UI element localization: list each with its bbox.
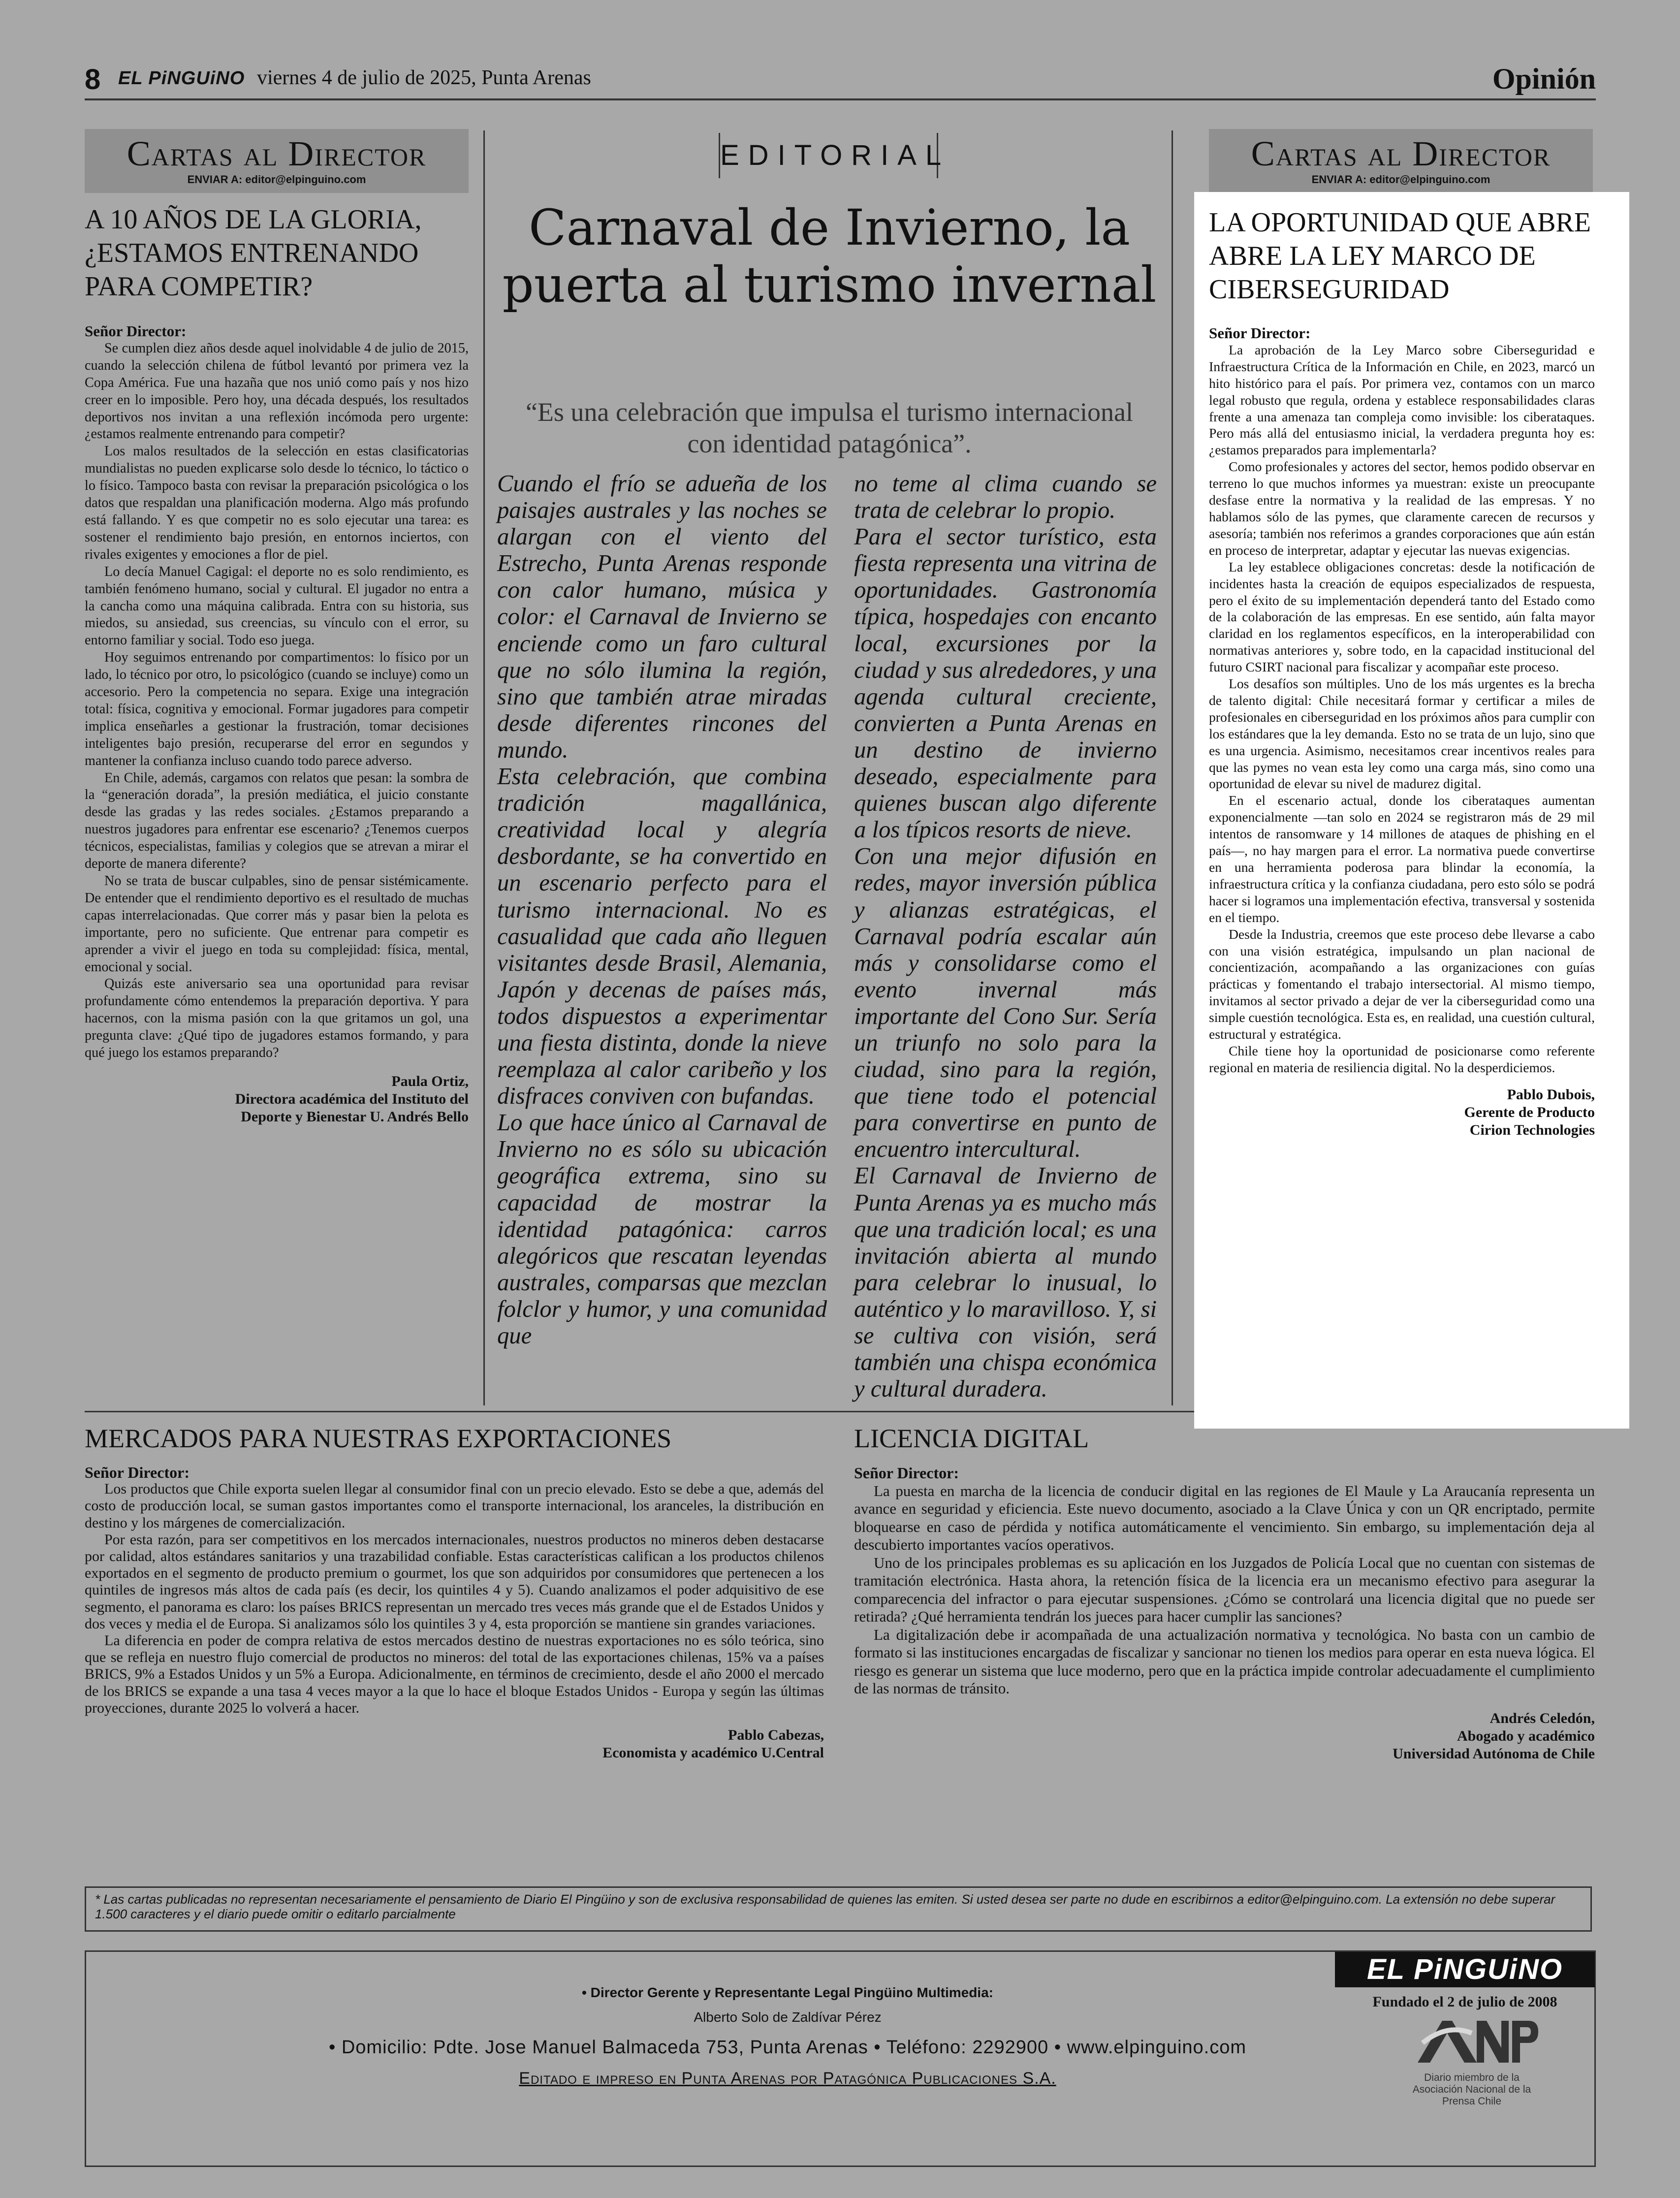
address-line: • Domicilio: Pdte. Jose Manuel Balmaceda 753, Punta Arenas • Teléfono: 2292900 • www.elpinguino.com	[328, 2037, 1247, 2058]
paragraph: Con una mejor difusión en redes, mayor inversión pública y alianzas estratégicas, el Carnaval podría escalar aún más y consolidarse como el evento invernal más importante del Cono Sur. Sería un triunfo no solo para la ciudad, sino para la región, que tiene todo el potencial para convertirse en punto de encuentro intercultural.	[854, 843, 1157, 1163]
paragraph: La ley establece obligaciones concretas: desde la notificación de incidentes hasta la creación de equipos especializados de respuesta, pero el éxito de su implementación dependerá tanto del Estado como de la colaboración de las empresas. En ese sentido, aún falta mayor claridad en los reglamentos específicos, en la interoperabilidad con normativas anteriores y, sobre todo, en la capacidad institucional del futuro CSIRT nacional para fiscalizar y acompañar este proceso.	[1209, 559, 1595, 675]
page-header	[85, 64, 1596, 100]
paragraph: Quizás este aniversario sea una oportunidad para revisar profundamente cómo entendemos la preparación deportiva. Y para hacernos, con la misma pasión con la que gritamos un gol, una pregunta clave: ¿Qué tipo de jugadores estamos formando, y para qué juego los estamos preparando?	[85, 976, 469, 1061]
paragraph: Como profesionales y actores del sector, hemos podido observar en terreno lo que muchos informes ya muestran: existe un preocupante desfase entre la normativa y la realidad de las empresas. Y no hablamos sólo de las pymes, que claramente carecen de recursos y asesoría; también nos referimos a grandes corporaciones que aún están en proceso de interpretar, adaptar y ejecutar las nuevas exigencias.	[1209, 459, 1595, 558]
column-divider	[1172, 130, 1173, 1405]
paragraph: La diferencia en poder de compra relativa de estos mercados destino de nuestras exportaciones no es sólo teórica, sino que se refleja en nuestro flujo comercial de productos no mineros: del total de las exportaciones chilenas, 15% va a países BRICS, 9% a Estados Unidos y un 5% a Europa. Adicionalmente, en términos de crecimiento, desde el año 2000 el mercado de los BRICS se expande a una tasa 4 veces mayor a la que lo hace el bloque Estados Unidos - Europa y según las últimas proyecciones, durante 2025 lo volverá a hacer.	[85, 1632, 824, 1716]
letter-body	[85, 323, 469, 1062]
page-number: 8	[85, 64, 101, 96]
letter-license	[854, 1423, 1595, 1763]
letter-title: A 10 AÑOS DE LA GLORIA, ¿ESTAMOS ENTRENANDO PARA COMPETIR?	[85, 204, 422, 302]
paragraph: Lo decía Manuel Cagigal: el deporte no es solo rendimiento, es también fenómeno humano, social y cultural. El jugador no entra a la cancha como una máquina calibrada. Entra con su historia, sus miedos, su ansiedad, sus creencias, su vínculo con el error, su entorno familiar y social. Todo eso juega.	[85, 564, 469, 648]
paragraph: No se trata de buscar culpables, sino de pensar sistémicamente. De entender que el rendimiento deportivo es el resultado de muchas capas interrelacionadas. Que correr más y pasar bien la pelota es importante, pero no suficiente. Que entrenar para competir es aprender a vivir el juego en toda su complejidad: física, mental, emocional y social.	[85, 873, 469, 975]
paragraph: La digitalización debe ir acompañada de una actualización normativa y tecnológica. No basta con un cambio de formato si las instituciones encargadas de fiscalizar y sancionar no tienen los medios para operar en esta nueva lógica. El riesgo es generar un sistema que luce moderno, pero que en la práctica impide controlar adecuadamente el cumplimiento de las normas de tránsito.	[854, 1625, 1595, 1697]
editorial-tag: EDITORIAL	[719, 133, 938, 178]
letters-box-title: Cartas al Director	[127, 134, 427, 173]
letter-body	[85, 1464, 824, 1717]
paragraph: Se cumplen diez años desde aquel inolvidable 4 de julio de 2015, cuando la selección chilena de fútbol levantó por primera vez la Copa América. Fue una hazaña que nos unió como país y nos hizo creer en lo imposible. Pero hoy, una década después, los resultados deportivos nos invitan a una reflexión incómoda pero urgente: ¿estamos realmente entrenando para competir?	[85, 340, 469, 442]
editorial-column-2	[854, 470, 1157, 1402]
paragraph: Uno de los principales problemas es su aplicación en los Juzgados de Policía Local que no cuentan con sistemas de tramitación electrónica. Hasta ahora, la retención física de la licencia era un mecanismo efectivo para asegurar la comparecencia del infractor o para ejecutar suspensiones. ¿Cómo se controlará una licencia digital que no puede ser retirada? ¿Qué herramienta tendrán los jueces para hacer cumplir las sanciones?	[854, 1554, 1595, 1625]
letters-box-header	[1209, 129, 1593, 193]
signature-line: Gerente de Producto	[1464, 1104, 1595, 1120]
signature-line: Economista y académico U.Central	[602, 1745, 824, 1761]
paragraph: La puesta en marcha de la licencia de conducir digital en las regiones de El Maule y La Araucanía representa un avance en seguridad y eficiencia. Este nuevo documento, asociado a la Clave Única y con un QR encriptado, permite bloquearse en caso de pérdida y notifica automáticamente el vencimiento. Sin embargo, su implementación deja al descubierto importantes vacíos operativos.	[854, 1482, 1595, 1553]
paragraph: Para el sector turístico, esta fiesta representa una vitrina de oportunidades. Gastronomía típica, hospedajes con encanto local, excursiones por la ciudad y sus alrededores, y una agenda cultural creciente, convierten a Punta Arenas en un destino de invierno deseado, especialmente para quienes buscan algo diferente a los típicos resorts de nieve.	[854, 523, 1157, 843]
salutation: Señor Director:	[85, 1464, 190, 1481]
director-label: • Director Gerente y Representante Legal Pingüino Multimedia:	[582, 1985, 993, 2000]
editorial-quote: “Es una celebración que impulsa el turismo internacional con identidad patagónica”.	[525, 397, 1134, 458]
letters-send-email: ENVIAR A: editor@elpinguino.com	[187, 173, 366, 186]
paragraph: Hoy seguimos entrenando por compartimentos: lo físico por un lado, lo técnico por otro, lo psicológico (cuando se incluye) como un accesorio. Pero la competencia no separa. Exige una integración total: física, cognitiva y emocional. Formar jugadores para competir implica enseñarles a gestionar la frustración, tomar decisiones inteligentes bajo presión, recuperarse del error en segundos y mantener la confianza incluso cuando todo parece adverso.	[85, 650, 469, 768]
letter-title: LA OPORTUNIDAD QUE ABRE ABRE LA LEY MARCO DE CIBERSEGURIDAD	[1209, 207, 1591, 305]
editorial-title: Carnaval de Invierno, la puerta al turismo invernal	[502, 199, 1157, 314]
letter-right	[1209, 206, 1595, 1139]
paragraph: Los desafíos son múltiples. Uno de los más urgentes es la brecha de talento digital: Chile necesitará formar y certificar a miles de profesionales en ciberseguridad en los próximos años para cumplir con los estándares que la ley demanda. Esto no se trata de un lujo, sino que es una urgencia. Asimismo, necesitamos crear incentivos reales para que las pymes no vean esta ley como una carga más, sino como una oportunidad de elevar su nivel de madurez digital.	[1209, 676, 1595, 792]
director-name: Alberto Solo de Zaldívar Pérez	[694, 2009, 882, 2025]
issue-date: viernes 4 de julio de 2025, Punta Arenas	[257, 66, 591, 89]
printed-by: Editado e impreso en Punta Arenas por Patagónica Publicaciones S.A.	[519, 2069, 1056, 2088]
letter-left	[85, 203, 469, 1126]
section-title: Opinión	[1492, 63, 1596, 95]
printed-line	[345, 2069, 1231, 2088]
paragraph: Los productos que Chile exporta suelen llegar al consumidor final con un precio elevado. Esto se debe a que, además del costo de producción local, se suman gastos importantes como el transporte internacional, los aranceles, la distribución en destino y los márgenes de comercialización.	[85, 1481, 824, 1531]
signature-line: Pablo Dubois,	[1507, 1086, 1595, 1103]
letters-send-email: ENVIAR A: editor@elpinguino.com	[1311, 173, 1490, 186]
editorial-column-1	[497, 470, 827, 1349]
column-divider	[483, 130, 485, 1405]
paragraph: El Carnaval de Invierno de Punta Arenas ya es mucho más que una tradición local; es una invitación abierta al mundo para celebrar lo inusual, lo auténtico y lo maravilloso. Y, si se cultiva con visión, será también una chispa económica y cultural duradera.	[854, 1162, 1157, 1402]
letter-body	[854, 1464, 1595, 1698]
paragraph: Esta celebración, que combina tradición magallánica, creatividad local y alegría desbordante, se ha convertido en un escenario perfecto para el turismo internacional. No es casualidad que cada año lleguen visitantes desde Brasil, Alemania, Japón y decenas de países más, todos dispuestos a experimentar una fiesta distinta, donde la nieve reemplaza al calor caribeño y los disfraces conviven con bufandas.	[497, 763, 827, 1110]
signature-line: Universidad Autónoma de Chile	[1393, 1745, 1595, 1762]
signature	[854, 1710, 1595, 1763]
paragraph: Por esta razón, para ser competitivos en los mercados internacionales, nuestros productos no mineros deben destacarse por calidad, altos estándares sanitarios y una trazabilidad confiable. Estas características califican a los productos chilenos exportados en el segmento de producto premium o gourmet, los que son adquiridos por consumidores que pertenecen a los quintiles de ingresos más altos de cada país (es decir, los quintiles 4 y 5). Cuando analizamos el poder adquisitivo de ese segmento, el panorama es claro: los países BRICS representan un mercado tres veces más grande que el de Estados Unidos y dos veces y media el de Europa. Si analizamos sólo los quintiles 3 y 4, esta proporción se mantiene sin grandes variaciones.	[85, 1531, 824, 1632]
paragraph: Chile tiene hoy la oportunidad de posicionarse como referente regional en materia de resiliencia digital. No la desperdiciemos.	[1209, 1043, 1595, 1075]
salutation: Señor Director:	[85, 322, 187, 340]
anp-logo-icon	[1403, 2013, 1541, 2068]
founded-date: Fundado el 2 de julio de 2008	[1372, 1994, 1557, 2010]
signature-line: Deporte y Bienestar U. Andrés Bello	[241, 1108, 469, 1125]
letter-body	[1209, 325, 1595, 1076]
disclaimer-notice: * Las cartas publicadas no representan necesariamente el pensamiento de Diario El Pingüino y son de exclusiva responsabilidad de quienes las emiten. Si usted desea ser parte no dude en escribirnos a editor@elpinguino.com. La extensión no debe superar 1.500 caracteres y el diario puede omitir o editarlo parcialmente	[85, 1886, 1592, 1932]
paragraph: Los malos resultados de la selección en estas clasificatorias mundialistas no pueden explicarse solo desde lo técnico, lo táctico o lo físico. Tampoco basta con revisar la preparación psicológica o los datos que respaldan una planificación moderna. Algo más profundo está fallando. Y es que competir no es solo ejecutar una tarea: es sostener el rendimiento bajo presión, en entornos inciertos, con rivales exigentes y emociones a flor de piel.	[85, 444, 469, 562]
signature-line: Pablo Cabezas,	[728, 1727, 824, 1744]
paragraph: no teme al clima cuando se trata de celebrar lo propio.	[854, 470, 1157, 524]
letter-title: MERCADOS PARA NUESTRAS EXPORTACIONES	[85, 1424, 672, 1453]
signature-line: Cirion Technologies	[1469, 1121, 1595, 1138]
brand-logo: EL PiNGUiNO	[1335, 1952, 1595, 1987]
paragraph: En Chile, además, cargamos con relatos que pesan: la sombra de la “generación dorada”, la presión mediática, el juicio constante desde las gradas y las redes sociales. ¿Estamos preparando a nuestros jugadores para enfrentar ese escenario? ¿Tenemos cuerpos técnicos, especialistas, familias y colegios que se atrevan a mirar el deporte de manera diferente?	[85, 770, 469, 872]
signature	[85, 1726, 824, 1762]
signature	[85, 1073, 469, 1126]
paragraph: Lo que hace único al Carnaval de Invierno no es sólo su ubicación geográfica extrema, sino su capacidad de mostrar la identidad patagónica: carros alegóricos que rescatan leyendas australes, comparsas que mezclan folclor y humor, y una comunidad que	[497, 1109, 827, 1349]
anp-caption: Diario miembro de la Asociación Nacional de la Prensa Chile	[1412, 2072, 1531, 2107]
signature	[1209, 1086, 1595, 1139]
letters-box-header	[85, 129, 469, 193]
paragraph: Cuando el frío se adueña de los paisajes australes y las noches se alargan con el viento del Estrecho, Punta Arenas responde con calor humano, música y color: el Carnaval de Invierno se enciende como un faro cultural que no sólo ilumina la región, sino que también atrae miradas desde diferentes rincones del mundo.	[497, 470, 827, 763]
paragraph: En el escenario actual, donde los ciberataques aumentan exponencialmente —tan solo en 2024 se registraron más de 29 mil intentos de ransomware y 14 millones de ataques de phishing en el país—, no hay margen para el error. La normativa puede convertirse en una herramienta poderosa para blindar la economía, la infraestructura crítica y la confianza ciudadana, pero esto sólo se podrá hacer si logramos una implementación efectiva, transversal y sostenida en el tiempo.	[1209, 793, 1595, 925]
signature-line: Andrés Celedón,	[1490, 1710, 1595, 1726]
letter-title: LICENCIA DIGITAL	[854, 1424, 1089, 1453]
paragraph: Desde la Industria, creemos que este proceso debe llevarse a cabo con una visión estratégica, impulsando un plan nacional de concientización, acompañando a las organizaciones con guías prácticas y fomentando el trabajo intersectorial. Al mismo tiempo, invitamos al sector privado a dejar de ver la ciberseguridad como una simple cuestión tecnológica. Esta es, en realidad, una cuestión cultural, estructural y estratégica.	[1209, 926, 1595, 1042]
brand-name: EL PiNGUiNO	[118, 68, 245, 89]
letters-box-title: Cartas al Director	[1251, 134, 1551, 173]
signature-line: Abogado y académico	[1457, 1727, 1595, 1744]
anp-logo	[1403, 2013, 1541, 2107]
salutation: Señor Director:	[1209, 324, 1311, 342]
letter-markets	[85, 1423, 824, 1762]
signature-line: Paula Ortiz,	[391, 1073, 469, 1089]
paragraph: La aprobación de la Ley Marco sobre Ciberseguridad e Infraestructura Crítica de la Información en Chile, en 2023, marcó un hito histórico para el país. Por primera vez, contamos con un marco legal robusto que regula, ordena y establece responsabilidades claras frente a una amenaza tan compleja como invisible: los ciberataques. Pero más allá del entusiasmo inicial, la verdadera pregunta hoy es: ¿estamos preparados para implementarla?	[1209, 342, 1595, 458]
salutation: Señor Director:	[854, 1464, 959, 1482]
signature-line: Directora académica del Instituto del	[235, 1090, 469, 1107]
